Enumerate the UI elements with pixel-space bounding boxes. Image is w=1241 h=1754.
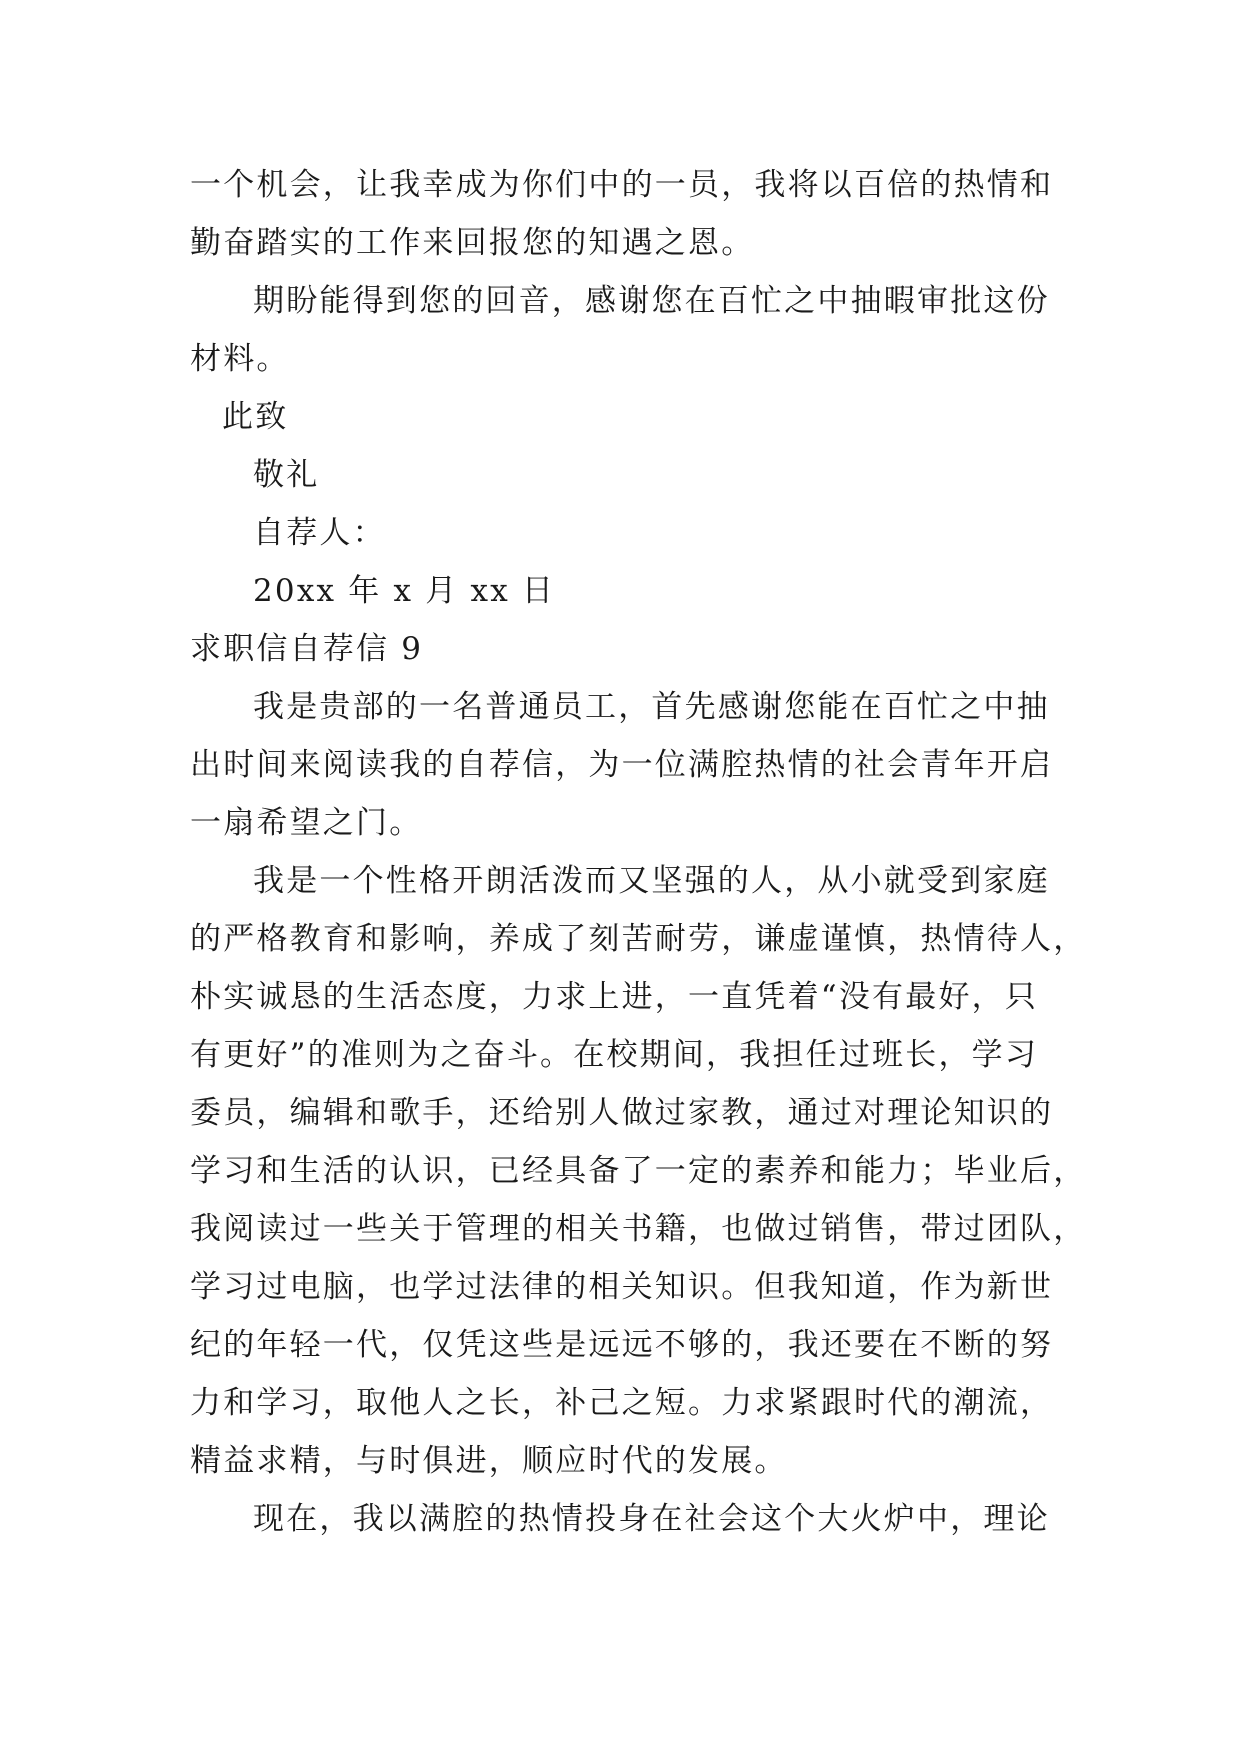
body-text-line: 我是一个性格开朗活泼而又坚强的人，从小就受到家庭 xyxy=(253,863,1050,899)
body-text-line: 出时间来阅读我的自荐信，为一位满腔热情的社会青年开启 xyxy=(190,747,1054,783)
body-text-line: 精益求精，与时俱进，顺应时代的发展。 xyxy=(190,1443,788,1479)
body-text-line: 学习和生活的认识，已经具备了一定的素养和能力；毕业后， xyxy=(190,1153,1087,1189)
body-text-line: 有更好”的准则为之奋斗。在校期间，我担任过班长，学习 xyxy=(190,1037,1039,1073)
body-text-line: 学习过电脑，也学过法律的相关知识。但我知道，作为新世 xyxy=(190,1269,1054,1305)
body-text-line: 的严格教育和影响，养成了刻苦耐劳，谦虚谨慎，热情待人， xyxy=(190,921,1087,957)
body-text-line: 纪的年轻一代，仅凭这些是远远不够的，我还要在不断的努 xyxy=(190,1327,1054,1363)
body-text-line: 现在，我以满腔的热情投身在社会这个大火炉中，理论 xyxy=(253,1501,1050,1537)
date-line: 20xx 年 x 月 xx 日 xyxy=(253,573,556,609)
signature-label: 自荐人： xyxy=(253,515,386,551)
body-text-line: 勤奋踏实的工作来回报您的知遇之恩。 xyxy=(190,225,755,261)
body-text-line: 一个机会，让我幸成为你们中的一员，我将以百倍的热情和 xyxy=(190,167,1054,203)
body-text-line: 委员，编辑和歌手，还给别人做过家教，通过对理论知识的 xyxy=(190,1095,1054,1131)
section-heading: 求职信自荐信 9 xyxy=(190,631,424,667)
body-text-line: 力和学习，取他人之长，补己之短。力求紧跟时代的潮流， xyxy=(190,1385,1054,1421)
closing-regards: 敬礼 xyxy=(253,457,320,493)
body-text-line: 一扇希望之门。 xyxy=(190,805,423,841)
body-text-line: 期盼能得到您的回音，感谢您在百忙之中抽暇审批这份 xyxy=(253,283,1050,319)
body-text-line: 我是贵部的一名普通员工，首先感谢您能在百忙之中抽 xyxy=(253,689,1050,725)
body-text-line: 我阅读过一些关于管理的相关书籍，也做过销售，带过团队， xyxy=(190,1211,1087,1247)
body-text-line: 朴实诚恳的生活态度，力求上进，一直凭着“没有最好，只 xyxy=(190,979,1039,1015)
closing-salutation: 此致 xyxy=(222,399,289,435)
body-text-line: 材料。 xyxy=(190,341,290,377)
